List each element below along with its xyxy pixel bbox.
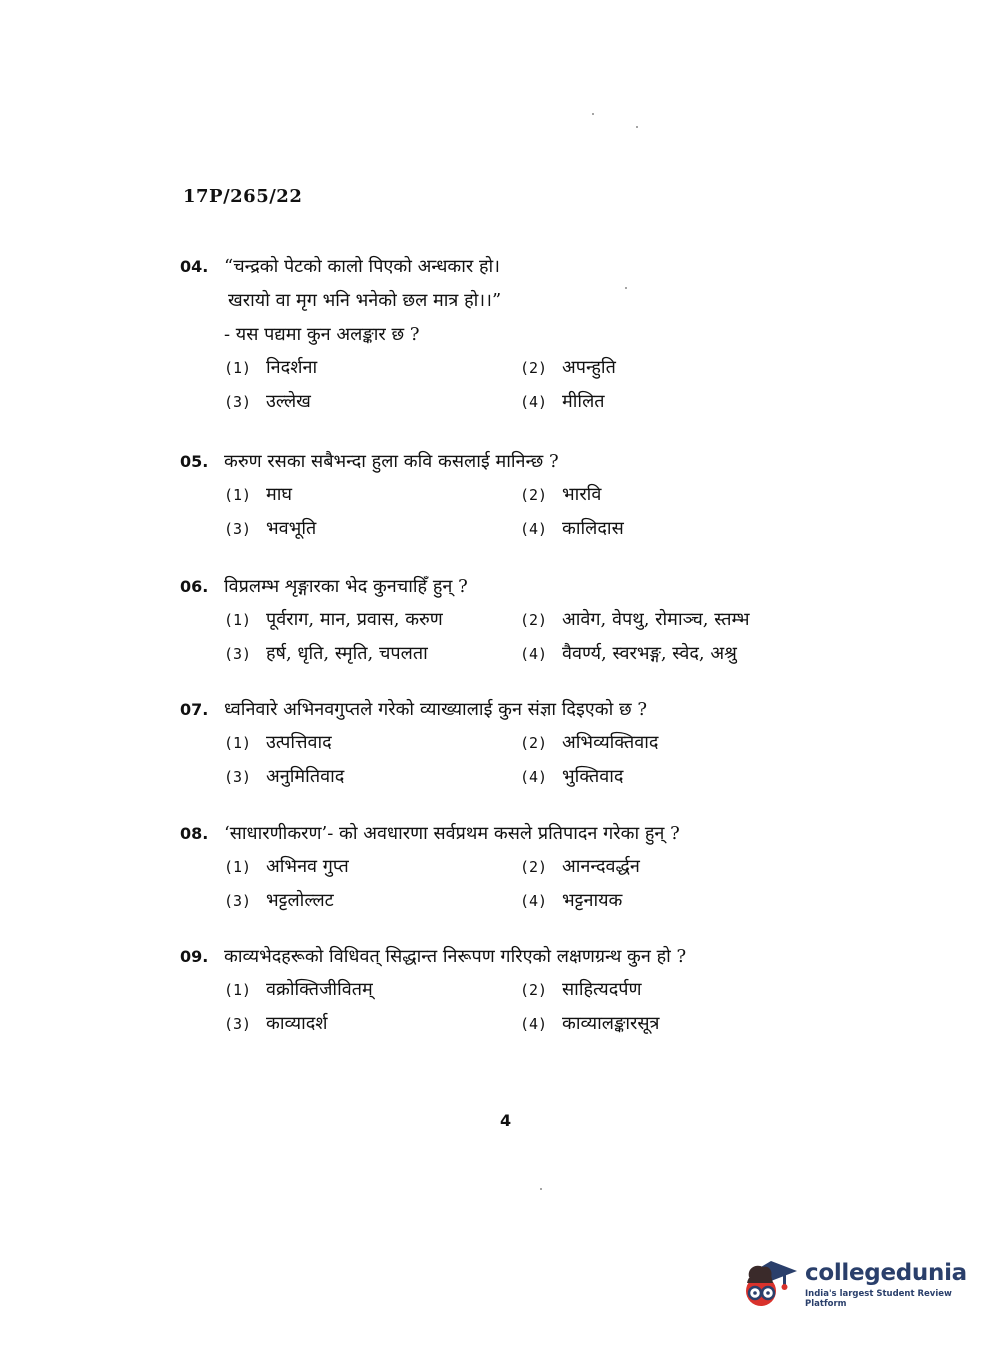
question-text: काव्यभेदहरूको विधिवत् सिद्धान्त निरूपण गरिएको लक्षणग्रन्थ कुन हो ?	[224, 946, 687, 967]
document-code: 17P/265/22	[183, 186, 303, 207]
option-text: हर्ष, धृति, स्मृति, चपलता	[266, 643, 428, 664]
option-number: (3)	[224, 645, 252, 663]
options-list	[224, 357, 820, 413]
option-text: अभिव्यक्तिवाद	[562, 732, 659, 753]
option-number: (3)	[224, 1015, 252, 1033]
option-number: (4)	[520, 892, 548, 910]
question-text: ‘साधारणीकरण’- को अवधारणा सर्वप्रथम कसले प्रतिपादन गरेका हुन् ?	[224, 823, 680, 844]
option-3	[224, 890, 520, 912]
scan-speck	[625, 287, 627, 289]
options-list	[224, 609, 820, 665]
brand-name: collegedunia	[805, 1259, 967, 1286]
option-text: उत्पत्तिवाद	[266, 732, 332, 753]
option-number: (1)	[224, 981, 252, 999]
option-3	[224, 391, 520, 413]
question-number: 04.	[180, 257, 209, 276]
question-text: “चन्द्रको पेटको कालो पिएको अन्धकार हो।	[224, 256, 501, 277]
option-number: (1)	[224, 611, 252, 629]
option-text: भवभूति	[266, 518, 317, 539]
brand-watermark	[743, 1252, 973, 1316]
option-text: उल्लेख	[266, 391, 311, 412]
option-text: साहित्यदर्पण	[562, 979, 642, 1000]
option-number: (4)	[520, 768, 548, 786]
brand-tagline: India's largest Student Review Platform	[805, 1288, 952, 1309]
option-3	[224, 1013, 520, 1035]
option-text: कालिदास	[562, 518, 624, 539]
option-text: अनुमितिवाद	[266, 766, 345, 787]
scan-speck	[540, 1188, 542, 1190]
option-2	[520, 484, 820, 506]
option-number: (3)	[224, 520, 252, 538]
option-number: (1)	[224, 486, 252, 504]
scan-speck	[592, 113, 594, 115]
option-4	[520, 643, 820, 665]
option-text: काव्यादर्श	[266, 1013, 328, 1034]
option-number: (2)	[520, 858, 548, 876]
options-list	[224, 856, 820, 912]
collegedunia-logo-icon	[743, 1255, 801, 1313]
question-07	[180, 698, 820, 788]
option-number: (4)	[520, 645, 548, 663]
option-4	[520, 766, 820, 788]
option-text: भुक्तिवाद	[562, 766, 624, 787]
question-text-line: खरायो वा मृग भनि भनेको छल मात्र हो।।”	[228, 290, 502, 311]
option-number: (2)	[520, 981, 548, 999]
question-number: 07.	[180, 700, 209, 719]
option-text: पूर्वराग, मान, प्रवास, करुण	[266, 609, 443, 630]
option-2	[520, 357, 820, 379]
option-text: भारवि	[562, 484, 602, 505]
option-number: (3)	[224, 768, 252, 786]
option-1	[224, 979, 520, 1001]
option-2	[520, 856, 820, 878]
question-text: विप्रलम्भ शृङ्गारका भेद कुनचाहिँ हुन् ?	[224, 576, 468, 597]
question-09	[180, 945, 820, 1035]
option-number: (1)	[224, 734, 252, 752]
option-text: निदर्शना	[266, 357, 318, 378]
question-06	[180, 575, 820, 665]
question-number: 05.	[180, 452, 209, 471]
option-number: (1)	[224, 359, 252, 377]
question-number: 08.	[180, 824, 209, 843]
options-list	[224, 732, 820, 788]
option-text: आवेग, वेपथु, रोमाञ्च, स्तम्भ	[562, 609, 750, 630]
option-3	[224, 643, 520, 665]
option-3	[224, 766, 520, 788]
option-number: (4)	[520, 393, 548, 411]
option-number: (2)	[520, 486, 548, 504]
option-text: आनन्दवर्द्धन	[562, 856, 640, 877]
option-number: (2)	[520, 734, 548, 752]
option-text: माघ	[266, 484, 293, 505]
option-1	[224, 856, 520, 878]
option-text: अपन्हुति	[562, 357, 616, 378]
option-1	[224, 609, 520, 631]
option-number: (3)	[224, 892, 252, 910]
option-text: वैवर्ण्य, स्वरभङ्ग, स्वेद, अश्रु	[562, 643, 737, 664]
question-text: करुण रसका सबैभन्दा हुला कवि कसलाई मानिन्छ ?	[224, 451, 559, 472]
options-list	[224, 979, 820, 1035]
option-text: वक्रोक्तिजीवितम्	[266, 979, 373, 1000]
options-list	[224, 484, 820, 540]
option-2	[520, 979, 820, 1001]
option-text: काव्यालङ्कारसूत्र	[562, 1013, 660, 1034]
option-2	[520, 732, 820, 754]
option-number: (4)	[520, 520, 548, 538]
question-number: 09.	[180, 947, 209, 966]
option-number: (1)	[224, 858, 252, 876]
question-prompt: - यस पद्यमा कुन अलङ्कार छ ?	[224, 324, 420, 345]
option-number: (2)	[520, 359, 548, 377]
option-text: मीलित	[562, 391, 605, 412]
option-text: भट्टलोल्लट	[266, 890, 334, 911]
scan-speck	[636, 126, 638, 128]
question-number: 06.	[180, 577, 209, 596]
option-number: (2)	[520, 611, 548, 629]
option-3	[224, 518, 520, 540]
question-text: ध्वनिवारे अभिनवगुप्तले गरेको व्याख्यालाई कुन संज्ञा दिइएको छ ?	[224, 699, 647, 720]
question-05	[180, 450, 820, 540]
option-4	[520, 391, 820, 413]
option-4	[520, 518, 820, 540]
option-2	[520, 609, 820, 631]
option-number: (3)	[224, 393, 252, 411]
question-04	[180, 255, 820, 413]
option-text: अभिनव गुप्त	[266, 856, 349, 877]
option-4	[520, 1013, 820, 1035]
page-number: 4	[500, 1111, 512, 1130]
option-1	[224, 357, 520, 379]
question-08	[180, 822, 820, 912]
option-4	[520, 890, 820, 912]
option-1	[224, 484, 520, 506]
option-text: भट्टनायक	[562, 890, 623, 911]
option-1	[224, 732, 520, 754]
option-number: (4)	[520, 1015, 548, 1033]
